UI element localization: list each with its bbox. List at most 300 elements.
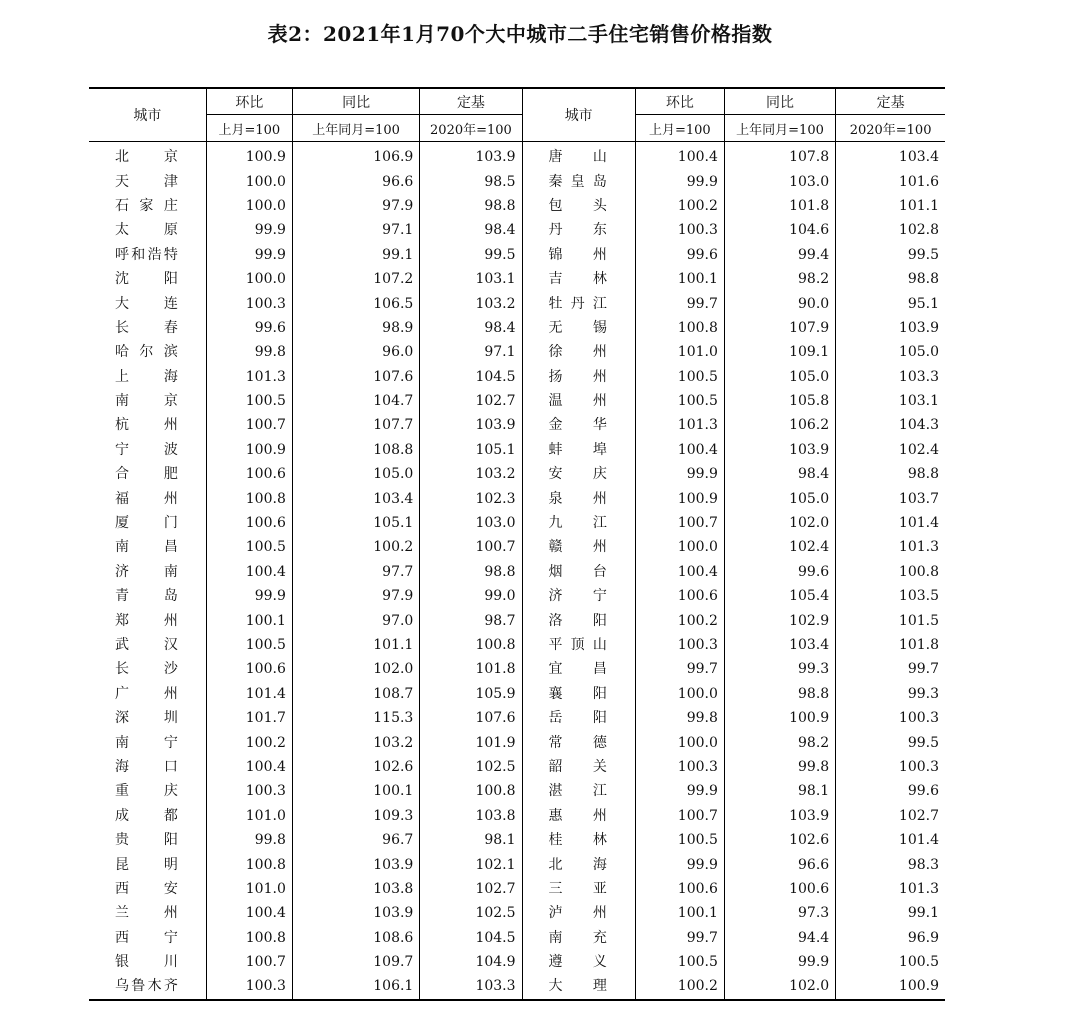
- base-value-right: 101.1: [898, 197, 939, 214]
- base-value-left: 103.2: [420, 291, 522, 315]
- base-value-right: 99.7: [907, 661, 939, 678]
- city-name-left: 哈尔滨: [89, 340, 206, 364]
- base-value-left: 104.5: [420, 365, 522, 389]
- city-name-right: 泉州: [522, 486, 635, 510]
- yoy-value-left: 104.7: [292, 389, 419, 413]
- yoy-value-left: 103.8: [292, 877, 419, 901]
- mom-value-left: 99.9: [206, 218, 292, 242]
- header-yoy-sub: 上年同月=100: [292, 115, 419, 142]
- yoy-value-left: 97.0: [292, 608, 419, 632]
- mom-value-right: 99.9: [635, 852, 724, 876]
- yoy-value-left: 99.1: [292, 243, 419, 267]
- header-yoy-sub: 上年同月=100: [724, 115, 835, 142]
- city-name-right: 韶关: [522, 755, 635, 779]
- mom-value-left: 100.0: [206, 169, 292, 193]
- base-value-right: 98.3: [907, 856, 939, 873]
- header-base-sub: 2020年=100: [420, 115, 522, 142]
- table-row: [89, 804, 945, 828]
- city-name-left: 武汉: [89, 633, 206, 657]
- yoy-value-right: 99.4: [724, 243, 835, 267]
- city-name-left: 深圳: [89, 706, 206, 730]
- base-value-right: 100.3: [898, 758, 939, 775]
- yoy-value-right: 103.9: [724, 438, 835, 462]
- price-index-table: [89, 87, 945, 1001]
- base-value-left: 103.9: [420, 413, 522, 437]
- city-name-right: 赣州: [522, 535, 635, 559]
- mom-value-right: 100.7: [635, 511, 724, 535]
- city-name-left: 合肥: [89, 462, 206, 486]
- mom-value-right: 101.3: [635, 413, 724, 437]
- mom-value-left: 100.8: [206, 926, 292, 950]
- mom-value-right: 100.6: [635, 877, 724, 901]
- mom-value-left: 100.3: [206, 291, 292, 315]
- table-row: [89, 218, 945, 242]
- table-row: [89, 169, 945, 193]
- city-name-left: 长春: [89, 316, 206, 340]
- yoy-value-right: 99.9: [724, 950, 835, 974]
- base-value-left: 104.5: [420, 926, 522, 950]
- base-value-left: 103.9: [420, 142, 522, 170]
- yoy-value-right: 103.9: [724, 804, 835, 828]
- yoy-value-right: 103.0: [724, 169, 835, 193]
- base-value-left: 98.7: [420, 608, 522, 632]
- city-name-left: 成都: [89, 804, 206, 828]
- table-row: [89, 877, 945, 901]
- city-name-right: 遵义: [522, 950, 635, 974]
- yoy-value-left: 107.7: [292, 413, 419, 437]
- table-row: [89, 413, 945, 437]
- base-value-right: 101.6: [898, 173, 939, 190]
- mom-value-left: 100.5: [206, 389, 292, 413]
- mom-value-left: 100.4: [206, 560, 292, 584]
- yoy-value-right: 102.9: [724, 608, 835, 632]
- mom-value-left: 101.3: [206, 365, 292, 389]
- yoy-value-right: 105.0: [724, 486, 835, 510]
- yoy-value-left: 102.0: [292, 657, 419, 681]
- city-name-right: 湛江: [522, 779, 635, 803]
- yoy-value-left: 96.6: [292, 169, 419, 193]
- mom-value-left: 100.4: [206, 755, 292, 779]
- yoy-value-right: 96.6: [724, 852, 835, 876]
- mom-value-right: 99.6: [635, 243, 724, 267]
- mom-value-left: 100.0: [206, 267, 292, 291]
- city-name-right: 徐州: [522, 340, 635, 364]
- base-value-right: 103.7: [898, 490, 939, 507]
- header-mom-sub: 上月=100: [635, 115, 724, 142]
- base-value-right: 98.8: [907, 466, 939, 483]
- yoy-value-left: 100.2: [292, 535, 419, 559]
- city-name-right: 金华: [522, 413, 635, 437]
- base-value-right: 104.3: [898, 417, 939, 434]
- base-value-left: 98.4: [420, 218, 522, 242]
- base-value-left: 102.5: [420, 755, 522, 779]
- mom-value-right: 100.2: [635, 974, 724, 999]
- yoy-value-right: 102.6: [724, 828, 835, 852]
- base-value-left: 101.8: [420, 657, 522, 681]
- yoy-value-left: 105.0: [292, 462, 419, 486]
- yoy-value-left: 97.9: [292, 194, 419, 218]
- base-value-left: 98.5: [420, 169, 522, 193]
- mom-value-left: 101.4: [206, 682, 292, 706]
- city-name-left: 乌鲁木齐: [89, 974, 206, 999]
- base-value-right: 103.9: [898, 319, 939, 336]
- city-name-left: 郑州: [89, 608, 206, 632]
- city-name-left: 呼和浩特: [89, 243, 206, 267]
- base-value-left: 102.1: [420, 852, 522, 876]
- mom-value-left: 100.9: [206, 142, 292, 170]
- base-value-right: 101.4: [898, 515, 939, 532]
- yoy-value-right: 98.8: [724, 682, 835, 706]
- city-name-right: 丹东: [522, 218, 635, 242]
- base-value-left: 102.7: [420, 389, 522, 413]
- yoy-value-right: 102.4: [724, 535, 835, 559]
- table-row: [89, 462, 945, 486]
- mom-value-right: 100.9: [635, 486, 724, 510]
- yoy-value-left: 101.1: [292, 633, 419, 657]
- yoy-value-left: 107.2: [292, 267, 419, 291]
- table-row: [89, 511, 945, 535]
- city-name-left: 济南: [89, 560, 206, 584]
- city-name-right: 常德: [522, 730, 635, 754]
- table-row: [89, 950, 945, 974]
- city-name-right: 无锡: [522, 316, 635, 340]
- table-row: [89, 267, 945, 291]
- city-name-left: 杭州: [89, 413, 206, 437]
- base-value-right: 99.3: [907, 685, 939, 702]
- base-value-left: 98.8: [420, 560, 522, 584]
- mom-value-left: 100.5: [206, 535, 292, 559]
- base-value-right: 100.8: [898, 563, 939, 580]
- yoy-value-left: 96.7: [292, 828, 419, 852]
- base-value-left: 105.1: [420, 438, 522, 462]
- base-value-left: 107.6: [420, 706, 522, 730]
- mom-value-right: 100.4: [635, 142, 724, 170]
- yoy-value-left: 103.4: [292, 486, 419, 510]
- table-row: [89, 535, 945, 559]
- yoy-value-left: 106.1: [292, 974, 419, 999]
- city-name-left: 南宁: [89, 730, 206, 754]
- mom-value-right: 100.2: [635, 608, 724, 632]
- yoy-value-left: 103.9: [292, 852, 419, 876]
- table-row: [89, 706, 945, 730]
- yoy-value-left: 98.9: [292, 316, 419, 340]
- table-row: [89, 194, 945, 218]
- mom-value-right: 100.0: [635, 730, 724, 754]
- yoy-value-right: 107.8: [724, 142, 835, 170]
- mom-value-left: 100.9: [206, 438, 292, 462]
- base-value-left: 103.2: [420, 462, 522, 486]
- base-value-right: 103.5: [898, 588, 939, 605]
- yoy-value-left: 97.1: [292, 218, 419, 242]
- table-row: [89, 852, 945, 876]
- mom-value-left: 101.0: [206, 877, 292, 901]
- yoy-value-left: 109.7: [292, 950, 419, 974]
- base-value-left: 105.9: [420, 682, 522, 706]
- city-name-left: 银川: [89, 950, 206, 974]
- header-base: 定基: [420, 88, 522, 115]
- city-name-left: 福州: [89, 486, 206, 510]
- yoy-value-right: 107.9: [724, 316, 835, 340]
- mom-value-left: 99.8: [206, 340, 292, 364]
- yoy-value-left: 100.1: [292, 779, 419, 803]
- mom-value-right: 99.9: [635, 462, 724, 486]
- city-name-right: 南充: [522, 926, 635, 950]
- base-value-left: 102.5: [420, 901, 522, 925]
- mom-value-left: 99.8: [206, 828, 292, 852]
- base-value-left: 99.5: [420, 243, 522, 267]
- base-value-right: 101.5: [898, 612, 939, 629]
- city-name-right: 锦州: [522, 243, 635, 267]
- city-name-left: 西安: [89, 877, 206, 901]
- base-value-right: 99.5: [907, 246, 939, 263]
- city-name-right: 大理: [522, 974, 635, 999]
- city-name-right: 扬州: [522, 365, 635, 389]
- city-name-right: 温州: [522, 389, 635, 413]
- mom-value-right: 99.7: [635, 291, 724, 315]
- mom-value-left: 100.5: [206, 633, 292, 657]
- table-row: [89, 438, 945, 462]
- mom-value-right: 99.9: [635, 779, 724, 803]
- base-value-left: 100.8: [420, 779, 522, 803]
- city-name-left: 天津: [89, 169, 206, 193]
- city-name-left: 南京: [89, 389, 206, 413]
- table-row: [89, 291, 945, 315]
- base-value-right: 96.9: [907, 929, 939, 946]
- city-name-left: 南昌: [89, 535, 206, 559]
- mom-value-right: 100.6: [635, 584, 724, 608]
- city-name-right: 济宁: [522, 584, 635, 608]
- city-name-right: 九江: [522, 511, 635, 535]
- base-value-left: 99.0: [420, 584, 522, 608]
- city-name-right: 北海: [522, 852, 635, 876]
- table-body: [89, 142, 945, 1000]
- city-name-left: 上海: [89, 365, 206, 389]
- city-name-right: 吉林: [522, 267, 635, 291]
- base-value-right: 99.1: [907, 905, 939, 922]
- yoy-value-right: 97.3: [724, 901, 835, 925]
- yoy-value-right: 90.0: [724, 291, 835, 315]
- yoy-value-right: 109.1: [724, 340, 835, 364]
- city-name-right: 桂林: [522, 828, 635, 852]
- city-name-left: 北京: [89, 142, 206, 170]
- mom-value-right: 99.7: [635, 926, 724, 950]
- mom-value-right: 100.3: [635, 218, 724, 242]
- table-header: [89, 88, 945, 142]
- yoy-value-left: 108.8: [292, 438, 419, 462]
- yoy-value-left: 108.7: [292, 682, 419, 706]
- table-row: [89, 316, 945, 340]
- header-yoy: 同比: [292, 88, 419, 115]
- mom-value-left: 100.6: [206, 511, 292, 535]
- mom-value-right: 100.1: [635, 901, 724, 925]
- mom-value-left: 100.7: [206, 413, 292, 437]
- base-value-left: 98.4: [420, 316, 522, 340]
- yoy-value-right: 105.0: [724, 365, 835, 389]
- table-row: [89, 633, 945, 657]
- base-value-right: 101.3: [898, 880, 939, 897]
- city-name-right: 安庆: [522, 462, 635, 486]
- table-row: [89, 608, 945, 632]
- city-name-left: 广州: [89, 682, 206, 706]
- mom-value-right: 100.8: [635, 316, 724, 340]
- mom-value-right: 100.0: [635, 535, 724, 559]
- yoy-value-right: 100.9: [724, 706, 835, 730]
- mom-value-left: 100.4: [206, 901, 292, 925]
- yoy-value-left: 108.6: [292, 926, 419, 950]
- base-value-right: 103.1: [898, 393, 939, 410]
- mom-value-left: 100.8: [206, 852, 292, 876]
- yoy-value-right: 103.4: [724, 633, 835, 657]
- base-value-right: 101.8: [898, 637, 939, 653]
- yoy-value-right: 98.4: [724, 462, 835, 486]
- base-value-left: 103.0: [420, 511, 522, 535]
- mom-value-right: 100.5: [635, 828, 724, 852]
- yoy-value-left: 115.3: [292, 706, 419, 730]
- yoy-value-right: 99.8: [724, 755, 835, 779]
- base-value-left: 103.8: [420, 804, 522, 828]
- city-name-right: 烟台: [522, 560, 635, 584]
- table-row: [89, 243, 945, 267]
- yoy-value-right: 105.4: [724, 584, 835, 608]
- city-name-left: 重庆: [89, 779, 206, 803]
- yoy-value-right: 98.2: [724, 730, 835, 754]
- yoy-value-right: 102.0: [724, 974, 835, 999]
- mom-value-right: 100.0: [635, 682, 724, 706]
- header-yoy: 同比: [724, 88, 835, 115]
- mom-value-right: 100.2: [635, 194, 724, 218]
- mom-value-right: 100.7: [635, 804, 724, 828]
- city-name-left: 宁波: [89, 438, 206, 462]
- mom-value-right: 100.4: [635, 438, 724, 462]
- base-value-left: 97.1: [420, 340, 522, 364]
- mom-value-left: 100.8: [206, 486, 292, 510]
- header-mom-sub: 上月=100: [206, 115, 292, 142]
- mom-value-left: 100.6: [206, 462, 292, 486]
- yoy-value-left: 97.9: [292, 584, 419, 608]
- base-value-left: 98.1: [420, 828, 522, 852]
- table-row: [89, 901, 945, 925]
- base-value-right: 102.7: [898, 807, 939, 824]
- base-value-left: 98.8: [420, 194, 522, 218]
- mom-value-left: 100.1: [206, 608, 292, 632]
- base-value-left: 102.3: [420, 486, 522, 510]
- city-name-right: 秦皇岛: [522, 169, 635, 193]
- table-row: [89, 486, 945, 510]
- city-name-right: 泸州: [522, 901, 635, 925]
- city-name-right: 惠州: [522, 804, 635, 828]
- city-name-left: 石家庄: [89, 194, 206, 218]
- yoy-value-right: 101.8: [724, 194, 835, 218]
- mom-value-right: 100.5: [635, 950, 724, 974]
- city-name-right: 岳阳: [522, 706, 635, 730]
- mom-value-left: 99.9: [206, 584, 292, 608]
- header-city: 城市: [89, 88, 206, 142]
- mom-value-right: 100.5: [635, 389, 724, 413]
- table-row: [89, 657, 945, 681]
- yoy-value-right: 98.1: [724, 779, 835, 803]
- mom-value-right: 99.8: [635, 706, 724, 730]
- table-title: 表2：2021年1月70个大中城市二手住宅销售价格指数: [267, 22, 773, 46]
- base-value-left: 104.9: [420, 950, 522, 974]
- base-value-left: 103.1: [420, 267, 522, 291]
- city-name-left: 太原: [89, 218, 206, 242]
- city-name-right: 唐山: [522, 142, 635, 170]
- yoy-value-left: 107.6: [292, 365, 419, 389]
- city-name-left: 西宁: [89, 926, 206, 950]
- city-name-right: 包头: [522, 194, 635, 218]
- table-row: [89, 755, 945, 779]
- base-value-right: 103.4: [898, 149, 939, 166]
- table-row: [89, 389, 945, 413]
- mom-value-left: 100.7: [206, 950, 292, 974]
- mom-value-left: 100.6: [206, 657, 292, 681]
- mom-value-right: 100.1: [635, 267, 724, 291]
- base-value-right: 105.0: [898, 344, 939, 361]
- header-base: 定基: [836, 88, 945, 115]
- mom-value-right: 100.4: [635, 560, 724, 584]
- base-value-right: 101.3: [898, 539, 939, 556]
- yoy-value-left: 103.2: [292, 730, 419, 754]
- table-row: [89, 682, 945, 706]
- table-row: [89, 142, 945, 170]
- base-value-right: 100.9: [836, 974, 945, 999]
- mom-value-right: 99.9: [635, 169, 724, 193]
- yoy-value-left: 103.9: [292, 901, 419, 925]
- city-name-right: 襄阳: [522, 682, 635, 706]
- base-value-right: 102.4: [898, 441, 939, 458]
- base-value-right: 95.1: [907, 295, 939, 312]
- base-value-left: 100.7: [420, 535, 522, 559]
- mom-value-left: 99.9: [206, 243, 292, 267]
- mom-value-left: 99.6: [206, 316, 292, 340]
- yoy-value-right: 99.6: [724, 560, 835, 584]
- yoy-value-right: 99.3: [724, 657, 835, 681]
- table-row: [89, 926, 945, 950]
- mom-value-right: 101.0: [635, 340, 724, 364]
- base-value-right: 102.8: [898, 222, 939, 239]
- mom-value-left: 101.0: [206, 804, 292, 828]
- city-name-left: 大连: [89, 291, 206, 315]
- yoy-value-right: 106.2: [724, 413, 835, 437]
- yoy-value-left: 106.5: [292, 291, 419, 315]
- city-name-right: 蚌埠: [522, 438, 635, 462]
- mom-value-right: 99.7: [635, 657, 724, 681]
- base-value-right: 98.8: [907, 271, 939, 288]
- yoy-value-left: 97.7: [292, 560, 419, 584]
- table-row: [89, 584, 945, 608]
- city-name-left: 沈阳: [89, 267, 206, 291]
- city-name-left: 兰州: [89, 901, 206, 925]
- city-name-left: 昆明: [89, 852, 206, 876]
- base-value-right: 101.4: [898, 832, 939, 849]
- header-mom: 环比: [635, 88, 724, 115]
- mom-value-left: 100.2: [206, 730, 292, 754]
- mom-value-left: 100.3: [206, 779, 292, 803]
- yoy-value-left: 102.6: [292, 755, 419, 779]
- table-row: [89, 340, 945, 364]
- yoy-value-right: 100.6: [724, 877, 835, 901]
- mom-value-right: 100.3: [635, 755, 724, 779]
- base-value-right: 100.3: [898, 710, 939, 727]
- base-value-left: 101.9: [420, 730, 522, 754]
- header-city: 城市: [522, 88, 635, 142]
- table-row: [89, 365, 945, 389]
- table-row: [89, 974, 945, 999]
- yoy-value-right: 105.8: [724, 389, 835, 413]
- base-value-right: 99.6: [907, 783, 939, 800]
- yoy-value-left: 105.1: [292, 511, 419, 535]
- city-name-left: 长沙: [89, 657, 206, 681]
